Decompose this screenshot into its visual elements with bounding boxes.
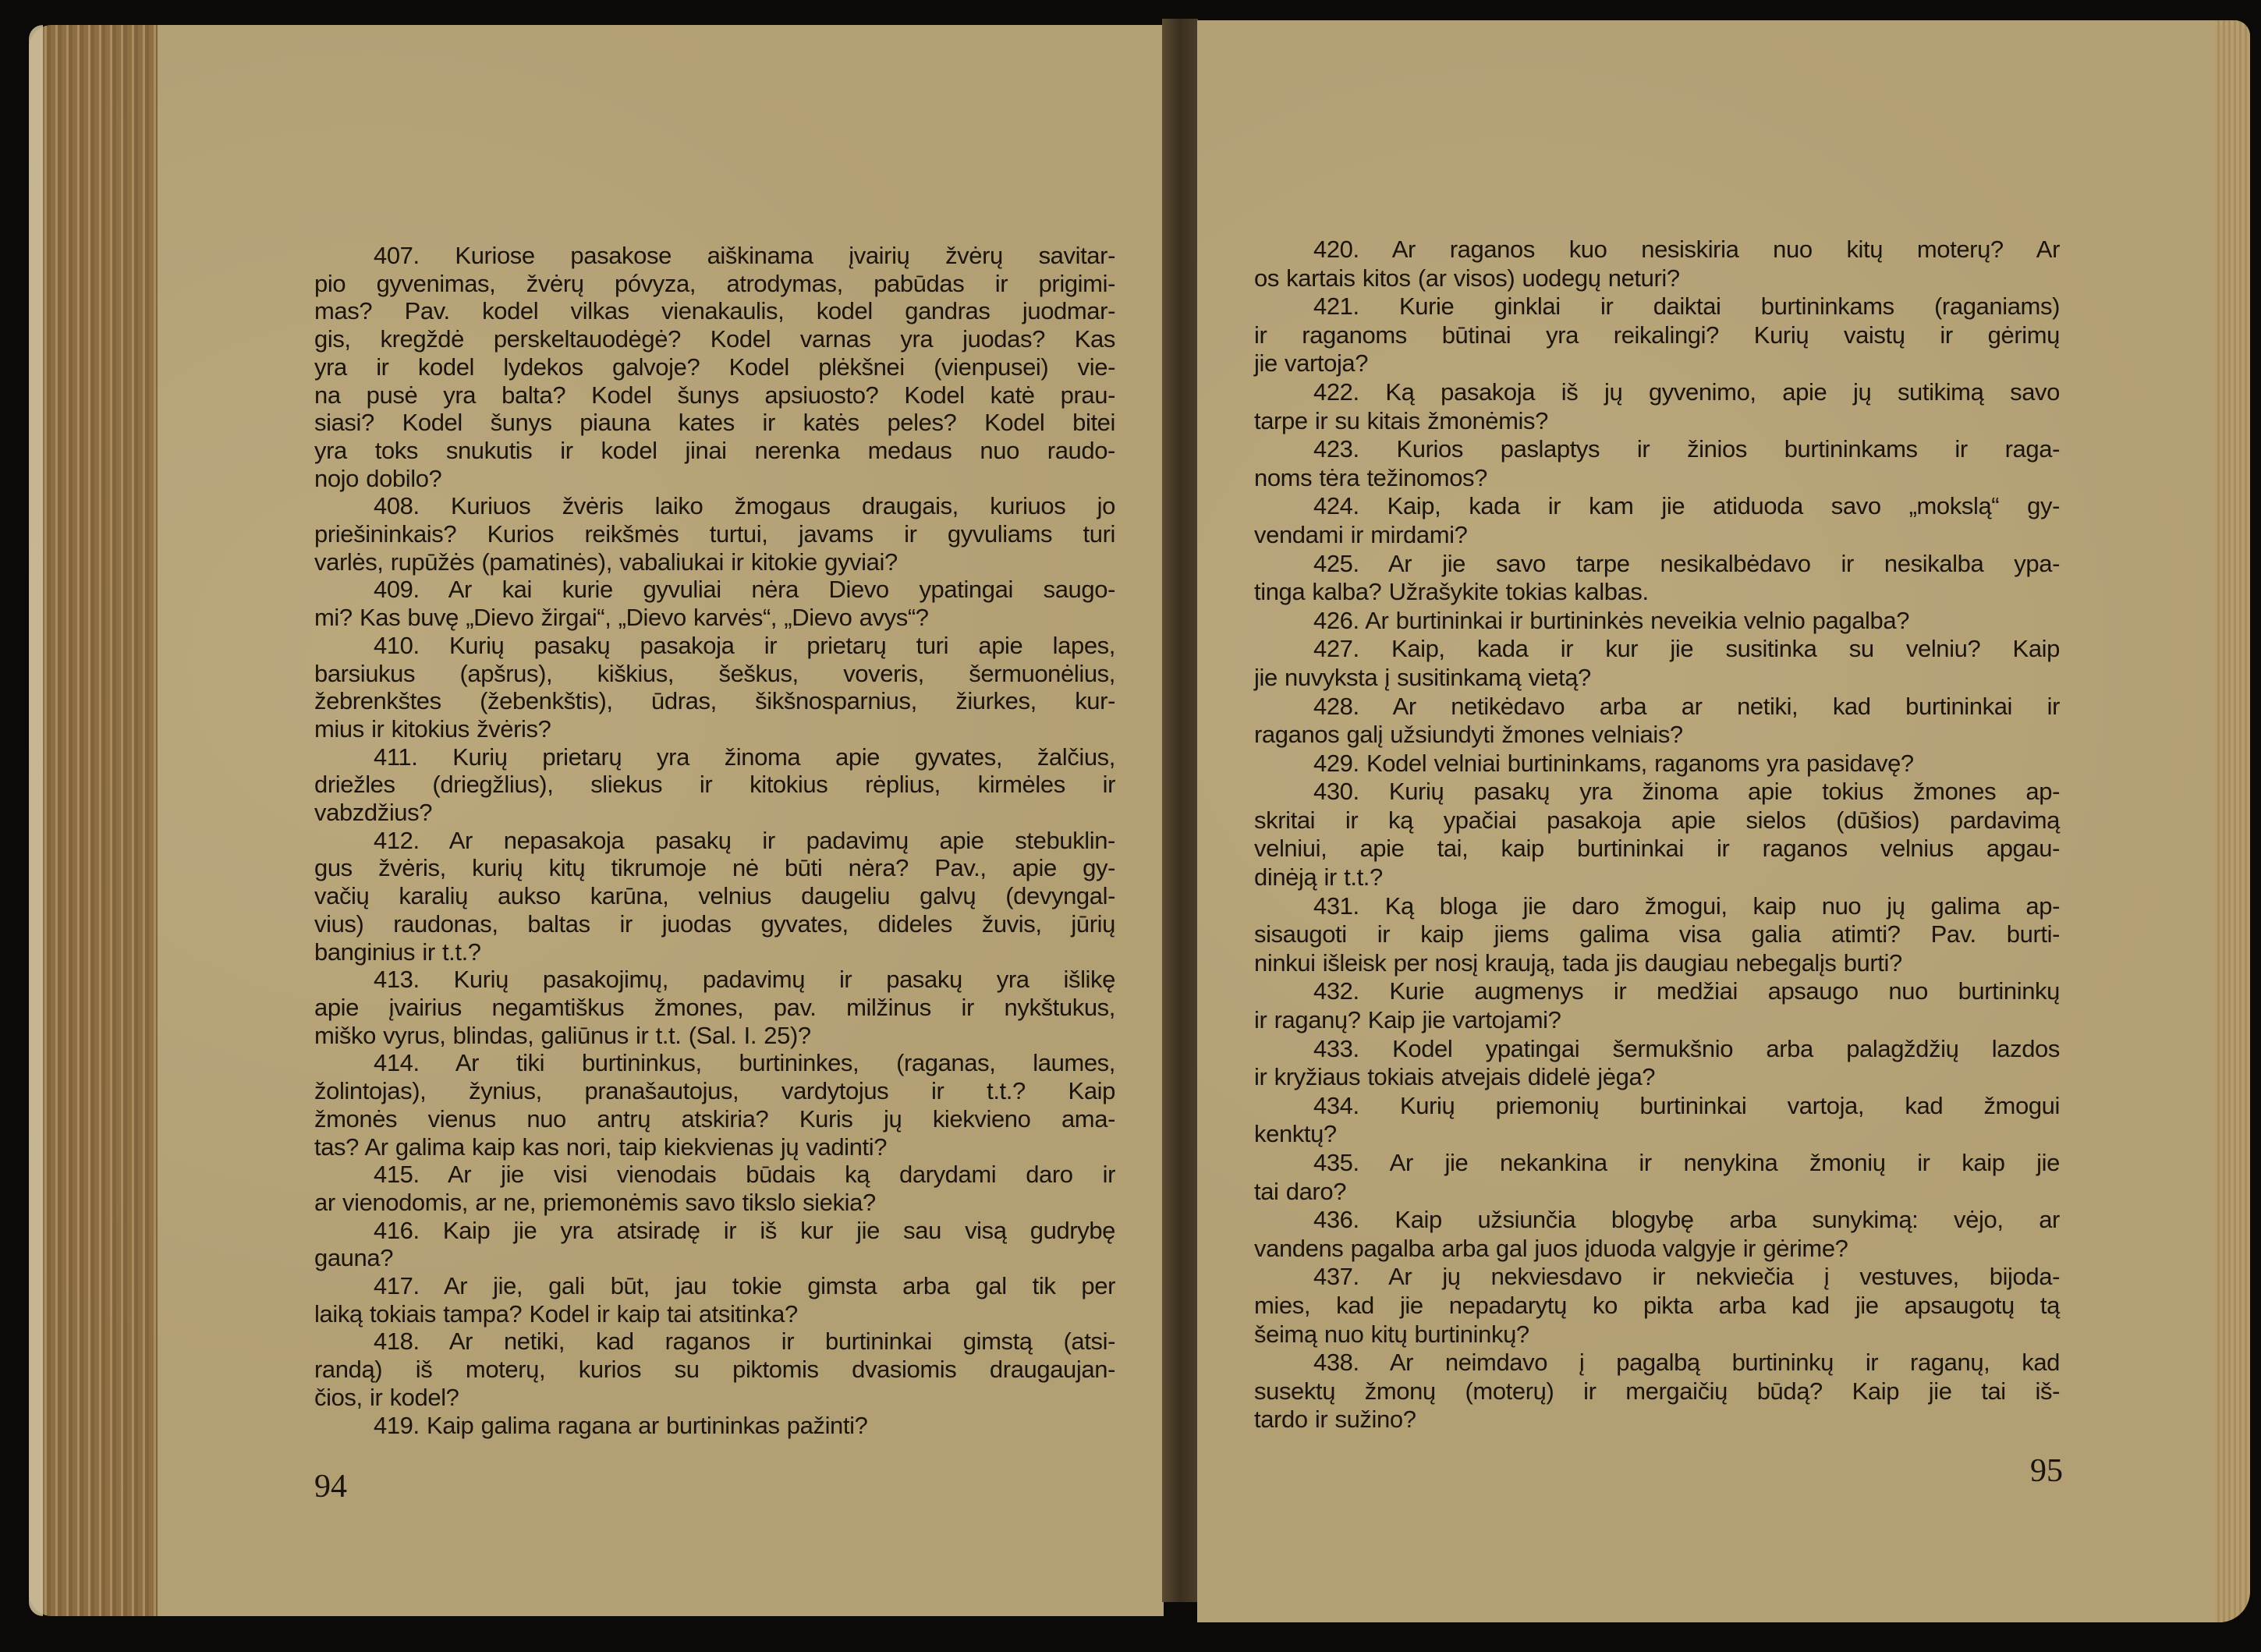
text-line: skritai ir ką ypačiai pasakoja apie sielos (dūšios) pardavimą — [1254, 806, 2060, 834]
text-line: 417. Ar jie, gali būt, jau tokie gimsta arba gal tik per — [374, 1272, 1115, 1300]
text-line: 410. Kurių pasakų pasakoja ir prietarų turi apie lapes, — [374, 631, 1115, 659]
text-line: driežles (driegžlius), sliekus ir kitokius rėplius, kirmėles ir — [314, 771, 1115, 799]
left-text-column — [314, 242, 1115, 1439]
text-line: mius ir kitokius žvėris? — [314, 714, 551, 743]
text-line: 435. Ar jie nekankina ir nenykina žmonių ir kaip jie — [1313, 1149, 2060, 1176]
text-line: mas? Pav. kodel vilkas vienakaulis, kodel gandras juodmar- — [314, 297, 1115, 325]
text-line: yra ir kodel lydekos galvoje? Kodel plėkšnei (vienpusei) vie- — [314, 353, 1115, 381]
right-text-column — [1254, 236, 2060, 1434]
text-line: 421. Kurie ginklai ir daiktai burtininkams (raganiams) — [1313, 292, 2060, 321]
question-item — [1254, 750, 2060, 778]
question-item — [1254, 378, 2060, 435]
question-item — [1254, 1149, 2060, 1206]
text-line: žolintojas), žynius, pranašautojus, vardytojus ir t.t.? Kaip — [314, 1077, 1115, 1105]
text-line: tardo ir sužino? — [1254, 1406, 1416, 1434]
text-line: mi? Kas buvę „Dievo žirgai“, „Dievo karvės“, „Dievo avys“? — [314, 604, 929, 632]
text-line: jie vartoja? — [1254, 349, 1369, 378]
text-line: 407. Kuriose pasakose aiškinama įvairių žvėrų savitar- — [374, 242, 1115, 269]
text-line: 437. Ar jų nekviesdavo ir nekviečia į vestuves, bijoda- — [1313, 1263, 2060, 1291]
text-line: 422. Ką pasakoja iš jų gyvenimo, apie jų sutikimą savo — [1313, 378, 2060, 406]
text-line: 427. Kaip, kada ir kur jie susitinka su velniu? Kaip — [1313, 635, 2060, 663]
text-line: 432. Kurie augmenys ir medžiai apsaugo nuo burtininkų — [1313, 977, 2060, 1005]
text-line: 423. Kurios paslaptys ir žinios burtininkams ir raga- — [1313, 435, 2060, 463]
text-line: 433. Kodel ypatingai šermukšnio arba palagždžių lazdos — [1313, 1034, 2060, 1062]
text-line: 424. Kaip, kada ir kam jie atiduoda savo „mokslą“ gy- — [1313, 492, 2060, 520]
question-item — [1254, 550, 2060, 607]
question-item — [1254, 693, 2060, 750]
text-line: dinėją ir t.t.? — [1254, 863, 1383, 892]
text-line: laiką tokiais tampa? Kodel ir kaip tai atsitinka? — [314, 1299, 798, 1328]
text-line: ir raganų? Kaip jie vartojami? — [1254, 1006, 1561, 1034]
question-item — [1254, 977, 2060, 1034]
text-line: 425. Ar jie savo tarpe nesikalbėdavo ir nesikalba ypa- — [1313, 549, 2060, 577]
question-item — [1254, 1349, 2060, 1434]
text-line: banginius ir t.t.? — [314, 938, 481, 966]
page-edges — [2214, 20, 2250, 1622]
question-item — [314, 1328, 1115, 1411]
text-line: 408. Kuriuos žvėris laiko žmogaus draugais, kuriuos jo — [374, 492, 1115, 520]
text-line: vendami ir mirdami? — [1254, 520, 1468, 548]
question-item — [314, 1161, 1115, 1216]
question-item — [314, 1412, 1115, 1440]
text-line: 430. Kurių pasakų yra žinoma apie tokius žmones ap- — [1313, 778, 2060, 806]
text-line: 438. Ar neimdavo į pagalbą burtininkų ir raganų, kad — [1313, 1349, 2060, 1377]
text-line: gis, kregždė perskeltauodėgė? Kodel varnas yra juodas? Kas — [314, 325, 1115, 353]
text-line: 419. Kaip galima ragana ar burtininkas pažinti? — [374, 1411, 868, 1439]
text-line: 411. Kurių prietarų yra žinoma apie gyvates, žalčius, — [374, 743, 1115, 771]
text-line: tarpe ir su kitais žmonėmis? — [1254, 406, 1548, 434]
text-line: vačių karalių aukso karūna, velnius daugeliu galvų (devyngal- — [314, 882, 1115, 910]
page-number-left: 94 — [314, 1469, 347, 1505]
question-item — [1254, 892, 2060, 978]
text-line: sisaugoti ir kaip jiems galima visa galia atimti? Pav. burti- — [1254, 920, 2060, 948]
text-line: susektų žmonų (moterų) ir mergaičių būdą? Kaip jie tai iš- — [1254, 1377, 2060, 1405]
text-line: 420. Ar raganos kuo nesiskiria nuo kitų moterų? Ar — [1313, 236, 2060, 263]
question-item — [314, 1049, 1115, 1161]
text-line: priešininkais? Kurios reikšmės turtui, javams ir gyvuliams turi — [314, 520, 1115, 548]
page-number-right: 95 — [2030, 1453, 2063, 1489]
question-item — [1254, 1206, 2060, 1263]
question-item — [314, 743, 1115, 827]
question-item — [314, 827, 1115, 966]
question-item — [1254, 635, 2060, 692]
text-line: barsiukus (apšrus), kiškius, šeškus, voveris, šermuonėlius, — [314, 659, 1115, 687]
text-line: čios, ir kodel? — [314, 1383, 459, 1411]
question-item — [1254, 492, 2060, 549]
question-item — [1254, 236, 2060, 292]
text-line: žmonės vienus nuo antrų atskiria? Kuris jų kiekvieno ama- — [314, 1104, 1115, 1133]
text-line: na pusė yra balta? Kodel šunys apsiuosto? Kodel katė prau- — [314, 381, 1115, 409]
text-line: pio gyvenimas, žvėrų póvyza, atrodymas, pabūdas ir prigimi- — [314, 269, 1115, 297]
text-line: 414. Ar tiki burtininkus, burtininkes, (raganas, laumes, — [374, 1049, 1115, 1077]
question-item — [314, 1272, 1115, 1328]
question-item — [1254, 1035, 2060, 1092]
text-line: 426. Ar burtininkai ir burtininkės neveikia velnio pagalba? — [1313, 606, 1910, 634]
question-item — [1254, 1092, 2060, 1149]
right-page — [1197, 20, 2250, 1622]
page-edges — [29, 25, 158, 1616]
question-item — [314, 632, 1115, 743]
text-line: jie nuvyksta į susitinkamą vietą? — [1254, 663, 1591, 691]
question-item — [1254, 292, 2060, 378]
text-line: raganos galį užsiundyti žmones velniais? — [1254, 721, 1683, 749]
text-line: gauna? — [314, 1244, 394, 1272]
text-line: 434. Kurių priemonių burtininkai vartoja, kad žmogui — [1313, 1091, 2060, 1119]
text-line: ir raganoms būtinai yra reikalingi? Kurių vaistų ir gėrimų — [1254, 321, 2060, 349]
text-line: šeimą nuo kitų burtininkų? — [1254, 1320, 1529, 1348]
text-line: gus žvėris, kurių kitų tikrumoje nė būti nėra? Pav., apie gy- — [314, 854, 1115, 882]
text-line: 429. Kodel velniai burtininkams, raganoms yra pasidavę? — [1313, 749, 1914, 777]
text-line: 436. Kaip užsiunčia blogybę arba sunykimą: vėjo, ar — [1313, 1206, 2060, 1234]
text-line: tas? Ar galima kaip kas nori, taip kiekvienas jų vadinti? — [314, 1133, 888, 1161]
text-line: tai daro? — [1254, 1177, 1347, 1205]
text-line: vius) raudonas, baltas ir juodas gyvates, dideles žuvis, jūrių — [314, 909, 1115, 938]
question-item — [314, 492, 1115, 576]
text-line: velniui, apie tai, kaip burtininkai ir raganos velnius apgau- — [1254, 835, 2060, 863]
text-line: siasi? Kodel šunys piauna kates ir katės peles? Kodel bitei — [314, 409, 1115, 437]
text-line: 409. Ar kai kurie gyvuliai nėra Dievo ypatingai saugo- — [374, 576, 1115, 604]
question-item — [1254, 1263, 2060, 1349]
question-item — [314, 242, 1115, 492]
text-line: 416. Kaip jie yra atsiradę ir iš kur jie sau visą gudrybę — [374, 1216, 1115, 1244]
text-line: vandens pagalba arba gal juos įduoda valgyje ir gėrime? — [1254, 1234, 1848, 1262]
text-line: 428. Ar netikėdavo arba ar netiki, kad burtininkai ir — [1313, 692, 2060, 720]
question-item — [314, 1217, 1115, 1272]
text-line: 412. Ar nepasakoja pasakų ir padavimų apie stebuklin- — [374, 826, 1115, 854]
text-line: yra toks snukutis ir kodel jinai nerenka medaus nuo raudo- — [314, 436, 1115, 464]
text-line: mies, kad jie nepadarytų ko pikta arba kad jie apsaugotų tą — [1254, 1291, 2060, 1319]
text-line: apie įvairius negamtiškus žmones, pav. milžinus ir nykštukus, — [314, 993, 1115, 1021]
question-item — [314, 966, 1115, 1049]
text-line: 418. Ar netiki, kad raganos ir burtininkai gimstą (atsi- — [374, 1328, 1115, 1356]
left-page — [29, 25, 1164, 1616]
text-line: varlės, rupūžės (pamatinės), vabaliukai ir kitokie gyviai? — [314, 548, 898, 576]
text-line: ninkui išleisk per nosį kraują, tada jis daugiau nebegalįs burti? — [1254, 948, 1902, 977]
text-line: tinga kalba? Užrašykite tokias kalbas. — [1254, 578, 1649, 606]
text-line: vabzdžius? — [314, 799, 433, 827]
question-item — [1254, 607, 2060, 636]
text-line: ir kryžiaus tokiais atvejais didelė jėga? — [1254, 1063, 1656, 1091]
text-line: 431. Ką bloga jie daro žmogui, kaip nuo jų galima ap- — [1313, 892, 2060, 920]
question-item — [1254, 778, 2060, 892]
text-line: kenktų? — [1254, 1120, 1337, 1148]
book-spine — [1162, 19, 1198, 1602]
text-line: randą) iš moterų, kurios su piktomis dvasiomis draugaujan- — [314, 1356, 1115, 1384]
text-line: žebrenkštes (žebenkštis), ūdras, šikšnosparnius, žiurkes, kur- — [314, 687, 1115, 715]
text-line: 415. Ar jie visi vienodais būdais ką darydami daro ir — [374, 1161, 1115, 1189]
text-line: ar vienodomis, ar ne, priemonėmis savo tikslo siekia? — [314, 1188, 876, 1216]
text-line: nojo dobilo? — [314, 464, 442, 492]
text-line: noms tėra težinomos? — [1254, 463, 1487, 491]
text-line: miško vyrus, blindas, galiūnus ir t.t. (Sal. I. 25)? — [314, 1021, 811, 1049]
question-item — [1254, 435, 2060, 492]
text-line: 413. Kurių pasakojimų, padavimų ir pasakų yra išlikę — [374, 966, 1115, 994]
text-line: os kartais kitos (ar visos) uodegų neturi? — [1254, 264, 1680, 292]
question-item — [314, 576, 1115, 631]
